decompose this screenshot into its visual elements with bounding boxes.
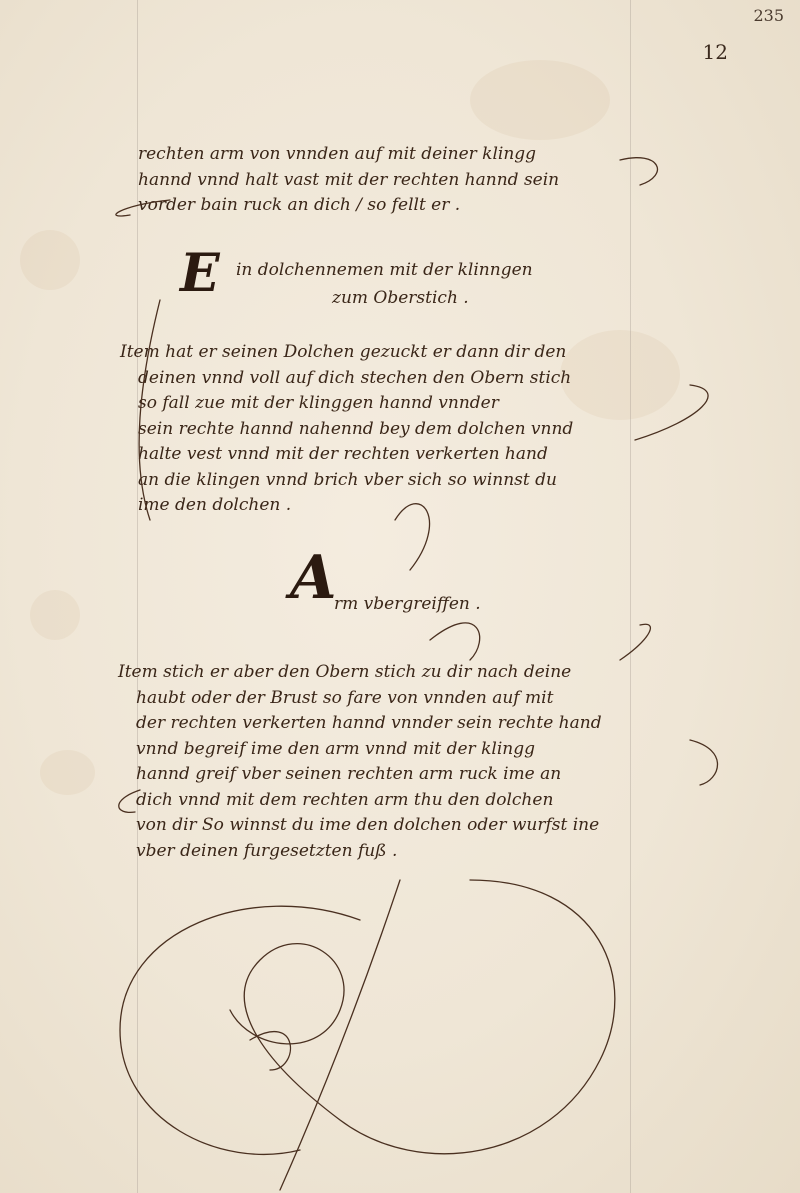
heading-2-initial: A (290, 543, 337, 613)
folio-number: 12 (702, 40, 728, 64)
flourish-stroke (430, 623, 480, 660)
heading-1 (236, 256, 533, 312)
flourish-stroke (120, 906, 360, 1154)
text-line: hannd greif vber seinen rechten arm ruck ime an (136, 764, 562, 784)
text-line: halte vest vnnd mit der rechten verkerten hand (138, 444, 548, 464)
text-line: an die klingen vnnd brich vber sich so winnst du (138, 469, 557, 490)
stain (40, 750, 95, 795)
text-line: Item hat er seinen Dolchen gezuckt er dann dir den (120, 342, 567, 362)
heading-2 (334, 590, 481, 618)
stain (560, 330, 680, 420)
text-line: sein rechte hannd nahennd bey dem dolchen vnnd (138, 418, 574, 439)
stain (30, 590, 80, 640)
paragraph-3 (118, 660, 602, 864)
text-line: Item stich er aber den Obern stich zu dir nach deine (118, 662, 572, 682)
heading-line: in dolchennemen mit der klinngen (236, 260, 533, 280)
heading-line: rm vbergreiffen . (334, 594, 481, 614)
text-line: von dir So winnst du ime den dolchen oder wurfst ine (136, 815, 600, 835)
ruling-line (630, 0, 631, 1193)
text-line: rechten arm von vnnden auf mit deiner klingg (138, 144, 537, 164)
flourish-stroke (250, 1032, 290, 1070)
paragraph-1 (138, 142, 559, 219)
flourish-stroke (620, 624, 650, 660)
text-line: deinen vnnd voll auf dich stechen den Obern stich (138, 367, 572, 388)
flourish-stroke (620, 158, 657, 185)
folio-number-small: 235 (753, 6, 784, 25)
text-line: so fall zue mit der klinggen hannd vnnder (138, 393, 499, 413)
heading-1-initial: E (180, 243, 220, 304)
flourish-stroke (690, 740, 718, 785)
text-line: vber deinen furgesetzten fuß . (136, 840, 398, 861)
flourish-stroke (230, 880, 615, 1154)
flourish-stroke (280, 880, 400, 1190)
heading-line: zum Oberstich . (332, 288, 469, 308)
text-line: dich vnnd mit dem rechten arm thu den dolchen (136, 789, 554, 810)
stain (20, 230, 80, 290)
text-line: vorder bain ruck an dich / so fellt er . (138, 195, 461, 215)
text-line: vnnd begreif ime den arm vnnd mit der klingg (136, 738, 535, 759)
text-line: der rechten verkerten hannd vnnder sein rechte hand (136, 713, 602, 733)
paragraph-2 (120, 340, 573, 519)
text-line: ime den dolchen . (138, 495, 292, 515)
text-line: haubt oder der Brust so fare von vnnden auf mit (136, 687, 554, 708)
text-line: hannd vnnd halt vast mit der rechten hannd sein (138, 169, 560, 190)
stain (470, 60, 610, 140)
